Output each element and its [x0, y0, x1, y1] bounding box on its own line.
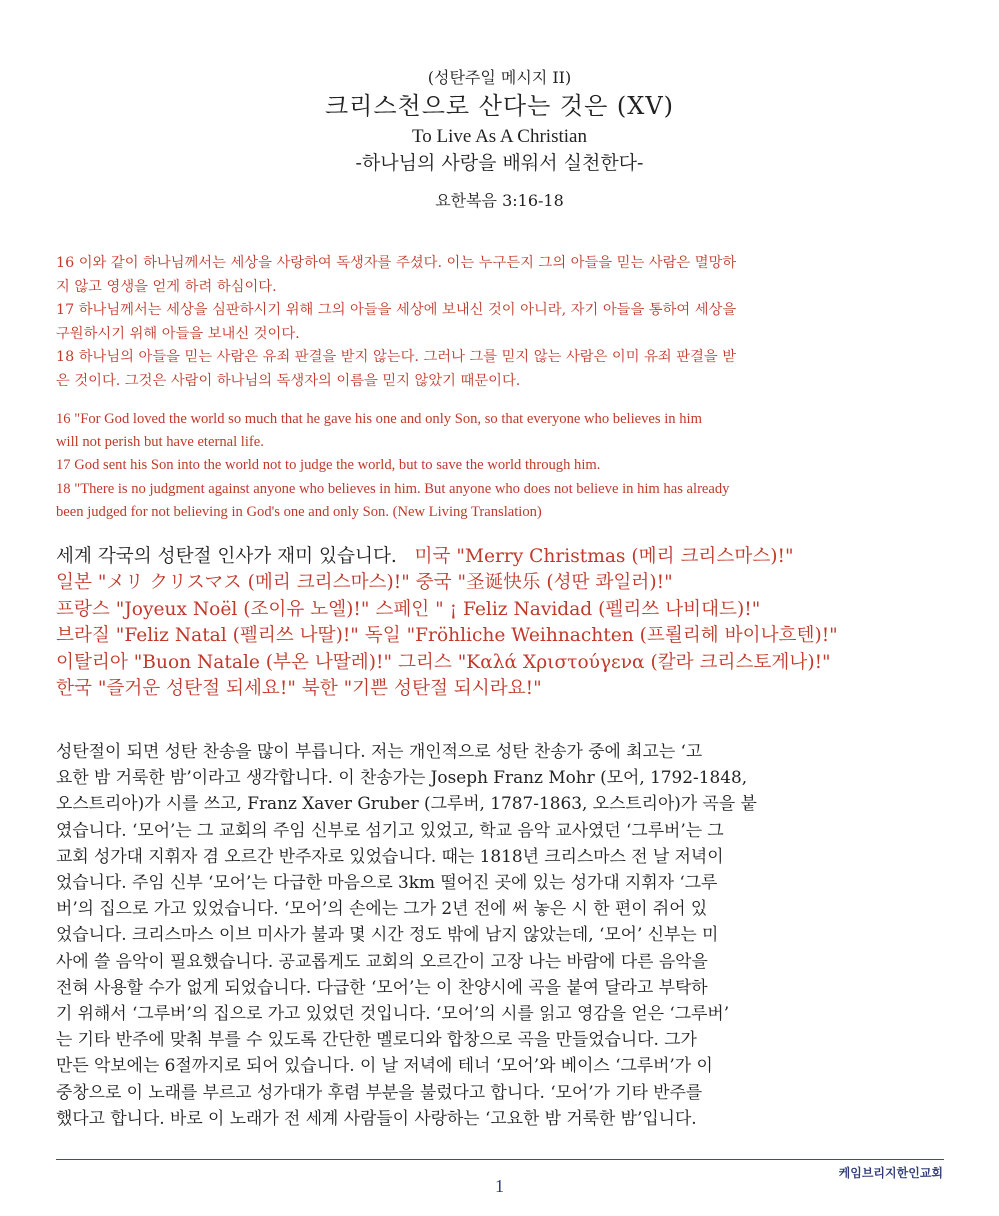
body-line: 했다고 합니다. 바로 이 노래가 전 세계 사람들이 사랑하는 ‘고요한 밤 거룩한 밤’입니다.	[56, 1107, 697, 1128]
page-number: 1	[495, 1176, 504, 1196]
body-line: 중창으로 이 노래를 부르고 성가대가 후렴 부분을 불렀다고 합니다. ‘모어’가 기타 반주를	[56, 1081, 703, 1102]
series-label: (성탄주일 메시지 II)	[427, 68, 572, 87]
greeting-row	[56, 544, 944, 570]
korean-verse-line: 지 않고 영생을 얻게 하려 하심이다.	[56, 278, 277, 295]
korean-verse-line: 16 이와 같이 하나님께서는 세상을 사랑하여 독생자를 주셨다. 이는 누구든지 그의 아들을 믿는 사람은 멸망하	[56, 255, 737, 271]
body-line: 오스트리아)가 시를 쓰고, Franz Xaver Gruber (그루버, 1787-1863, 오스트리아)가 곡을 붙	[56, 793, 757, 814]
body-line: 성탄절이 되면 성탄 찬송을 많이 부릅니다. 저는 개인적으로 성탄 찬송가 중에 최고는 ‘고	[56, 741, 703, 761]
greeting-line: 일본 "メリ クリスマス (메리 크리스마스)!" 중국 "圣诞快乐 (셩딴 콰일러)!"	[56, 572, 673, 594]
greeting-line: 한국 "즐거운 성탄절 되세요!" 북한 "기쁜 성탄절 되시라요!"	[56, 678, 542, 700]
english-verse-line: 18 "There is no judgment against anyone who believes in him. But anyone who does not believe in him has already	[56, 480, 730, 497]
body-line: 만든 악보에는 6절까지로 되어 있습니다. 이 날 저녁에 테너 ‘모어’와 베이스 ‘그루버’가 이	[56, 1055, 713, 1076]
sermon-body	[56, 738, 944, 1131]
sermon-header	[0, 66, 999, 212]
greeting-line: 프랑스 "Joyeux Noël (조이유 노엘)!" 스페인 " ¡ Feliz Navidad (펠리쓰 나비대드)!"	[56, 598, 761, 620]
body-line: 었습니다. 주임 신부 ‘모어’는 다급한 마음으로 3km 떨어진 곳에 있는 성가대 지휘자 ‘그루	[56, 872, 718, 893]
english-verse-line: will not perish but have eternal life.	[56, 434, 264, 451]
body-line: 였습니다. ‘모어’는 그 교회의 주임 신부로 섬기고 있었고, 학교 음악 교사였던 ‘그루버’는 그	[56, 819, 724, 840]
body-line: 전혀 사용할 수가 없게 되었습니다. 다급한 ‘모어’는 이 찬양시에 곡을 붙여 달라고 부탁하	[56, 976, 708, 997]
english-verses	[56, 408, 944, 524]
body-line: 교회 성가대 지휘자 겸 오르간 반주자로 있었습니다. 때는 1818년 크리스마스 전 날 저녁이	[56, 845, 724, 866]
korean-verse-line: 은 것이다. 그것은 사람이 하나님의 독생자의 이름을 믿지 않았기 때문이다.	[56, 372, 521, 389]
greeting-line: 이탈리아 "Buon Natale (부온 나딸레)!" 그리스 "Καλά Χριστούγενα (칼라 크리스토게나)!"	[56, 651, 831, 673]
footer-divider	[56, 1159, 944, 1160]
greetings-intro: 세계 각국의 성탄절 인사가 재미 있습니다.	[56, 546, 397, 567]
body-line: 요한 밤 거룩한 밤’이라고 생각합니다. 이 찬송가는 Joseph Franz Mohr (모어, 1792-1848,	[56, 767, 748, 788]
korean-verse-line: 구원하시기 위해 아들을 보내신 것이다.	[56, 325, 300, 342]
korean-verses	[56, 252, 944, 393]
english-verse-line: 16 "For God loved the world so much that he gave his one and only Son, so that everyone who believes in him	[56, 411, 702, 427]
english-title: To Live As A Christian	[412, 126, 587, 147]
korean-verse-line: 17 하나님께서는 세상을 심판하시기 위해 그의 아들을 세상에 보내신 것이 아니라, 자기 아들을 통하여 세상을	[56, 302, 737, 318]
greeting-line: 미국 "Merry Christmas (메리 크리스마스)!"	[414, 546, 794, 567]
body-line: 사에 쓸 음악이 필요했습니다. 공교롭게도 교회의 오르간이 고장 나는 바람에 다른 음악을	[56, 950, 708, 971]
english-verse-line: been judged for not believing in God's one and only Son. (New Living Translation)	[56, 503, 542, 520]
church-name: 케임브리지한인교회	[838, 1166, 943, 1180]
body-line: 는 기타 반주에 맞춰 부를 수 있도록 간단한 멜로디와 합창으로 곡을 만들었습니다. 그가	[56, 1029, 697, 1050]
body-line: 기 위해서 ‘그루버’의 집으로 가고 있었던 것입니다. ‘모어’의 시를 읽고 영감을 얻은 ‘그루버’	[56, 1003, 730, 1024]
body-line: 버’의 집으로 가고 있었습니다. ‘모어’의 손에는 그가 2년 전에 써 놓은 시 한 편이 쥐어 있	[56, 898, 708, 919]
sermon-subtitle: -하나님의 사랑을 배워서 실천한다-	[355, 152, 644, 174]
greeting-line: 브라질 "Feliz Natal (펠리쓰 나딸)!" 독일 "Fröhliche Weihnachten (프뢸리헤 바이나흐텐)!"	[56, 625, 838, 647]
scripture-reference: 요한복음 3:16-18	[435, 191, 564, 210]
christmas-greetings	[56, 544, 944, 702]
korean-verse-line: 18 하나님의 아들을 믿는 사람은 유죄 판결을 받지 않는다. 그러나 그를 믿지 않는 사람은 이미 유죄 판결을 받	[56, 349, 737, 365]
sermon-title: 크리스천으로 산다는 것은 (XV)	[324, 92, 675, 120]
body-line: 었습니다. 크리스마스 이브 미사가 불과 몇 시간 정도 밖에 남지 않았는데, ‘모어’ 신부는 미	[56, 924, 719, 945]
english-verse-line: 17 God sent his Son into the world not to judge the world, but to save the world through him.	[56, 457, 601, 474]
